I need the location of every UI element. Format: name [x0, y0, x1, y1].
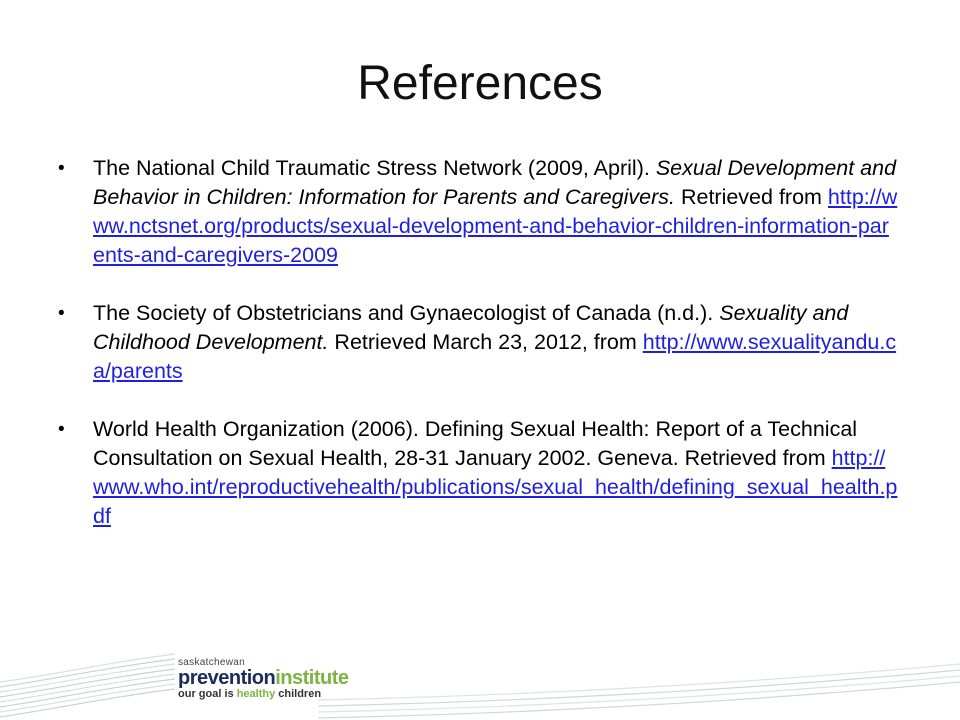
bullet: • [58, 419, 65, 440]
logo-tagline-part: our goal is [178, 688, 237, 700]
logo-tagline [178, 689, 349, 700]
reference-item [58, 415, 900, 531]
logo-province: saskatchewan [178, 657, 245, 668]
reference-text: The National Child Traumatic Stress Network (2009, April). [93, 156, 656, 180]
reference-link[interactable]: http://www.sexualityandu.ca/parents [93, 330, 897, 383]
reference-title: Sexual Development and Behavior in Children: Information for Parents and Caregivers. [93, 156, 897, 209]
reference-text: The Society of Obstetricians and Gynaecologist of Canada (n.d.). [93, 301, 720, 325]
logo-name-part: prevention [178, 667, 276, 689]
slide-title: References [357, 57, 603, 110]
swoosh-decoration [0, 640, 960, 720]
logo-text [178, 658, 349, 700]
bullet: • [58, 303, 65, 324]
logo-name-accent: institute [275, 667, 349, 689]
reference-text: World Health Organization (2006). Defining Sexual Health: Report of a Technical Consultation on Sexual Health, 28-31 January 2002. Geneva. Retrieved from [93, 417, 858, 470]
reference-text: Retrieved from [674, 185, 828, 209]
bullet: • [58, 158, 65, 179]
reference-link[interactable]: http://www.nctsnet.org/products/sexual-development-and-behavior-children-information-parents-and-caregivers-2009 [93, 185, 898, 267]
logo-name [178, 668, 349, 688]
reference-list [58, 154, 900, 531]
reference-link[interactable]: http://www.who.int/reproductivehealth/publications/sexual_health/defining_sexual_health.pdf [93, 446, 898, 528]
logo-tagline-part: children [275, 688, 322, 700]
reference-item [58, 154, 900, 270]
reference-text: Retrieved March 23, 2012, from [328, 330, 643, 354]
prevention-institute-logo [0, 640, 960, 720]
reference-item [58, 299, 900, 386]
reference-title: Sexuality and Childhood Development. [93, 301, 849, 354]
logo-tagline-accent: healthy [236, 688, 276, 700]
